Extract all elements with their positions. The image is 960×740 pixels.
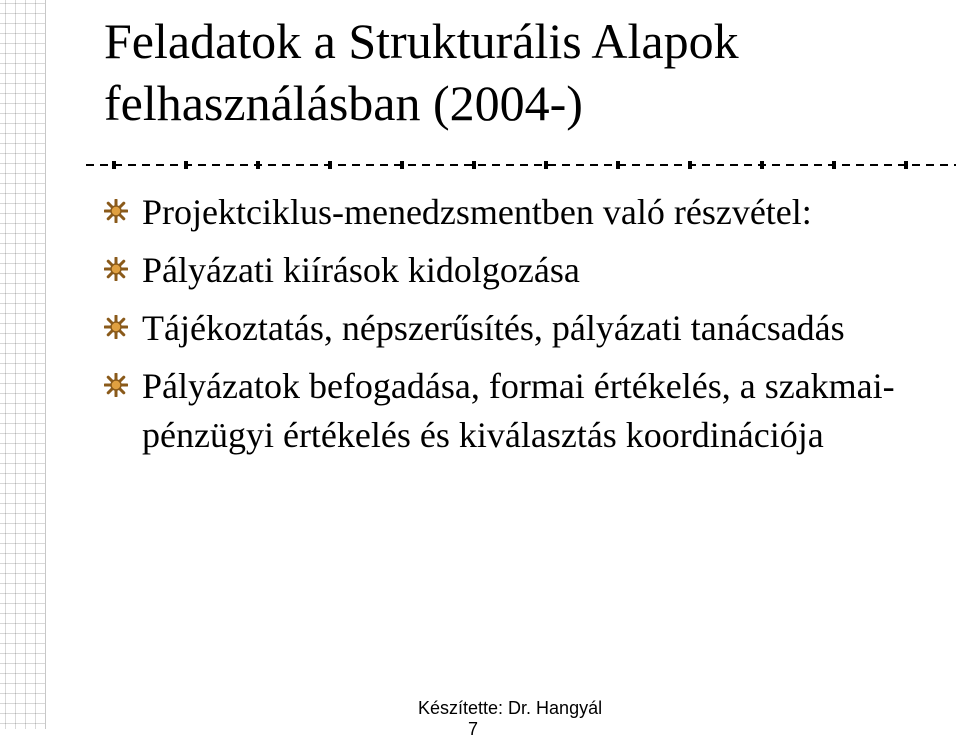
asterisk-star-icon xyxy=(104,315,128,339)
bullet-text-4: Pályázatok befogadása, formai értékelés, a szakmai-pénzügyi értékelés és kiválasztás koordinációja xyxy=(142,366,895,455)
bullet-list xyxy=(104,188,944,469)
bullet-text-2: Pályázati kiírások kidolgozása xyxy=(142,250,580,290)
slide-title-line-1: Feladatok a Strukturális Alapok xyxy=(104,13,739,69)
asterisk-star-icon xyxy=(104,373,128,397)
bullet-text-3: Tájékoztatás, népszerűsítés, pályázati tanácsadás xyxy=(142,308,845,348)
bullet-text-1: Projektciklus-menedzsmentben való részvétel: xyxy=(142,192,812,232)
decorative-left-strip xyxy=(0,0,46,729)
asterisk-star-icon xyxy=(104,199,128,223)
bullet-item-1 xyxy=(104,188,944,237)
slide-title xyxy=(104,10,944,134)
bullet-item-2 xyxy=(104,246,944,295)
slide-title-line-2: felhasználásban (2004-) xyxy=(104,75,583,131)
asterisk-star-icon xyxy=(104,257,128,281)
footer-author: Készítette: Dr. Hangyál xyxy=(418,698,603,718)
page-number: 7 xyxy=(468,719,479,739)
bullet-item-4 xyxy=(104,362,944,460)
title-divider xyxy=(86,158,956,172)
bullet-item-3 xyxy=(104,304,944,353)
